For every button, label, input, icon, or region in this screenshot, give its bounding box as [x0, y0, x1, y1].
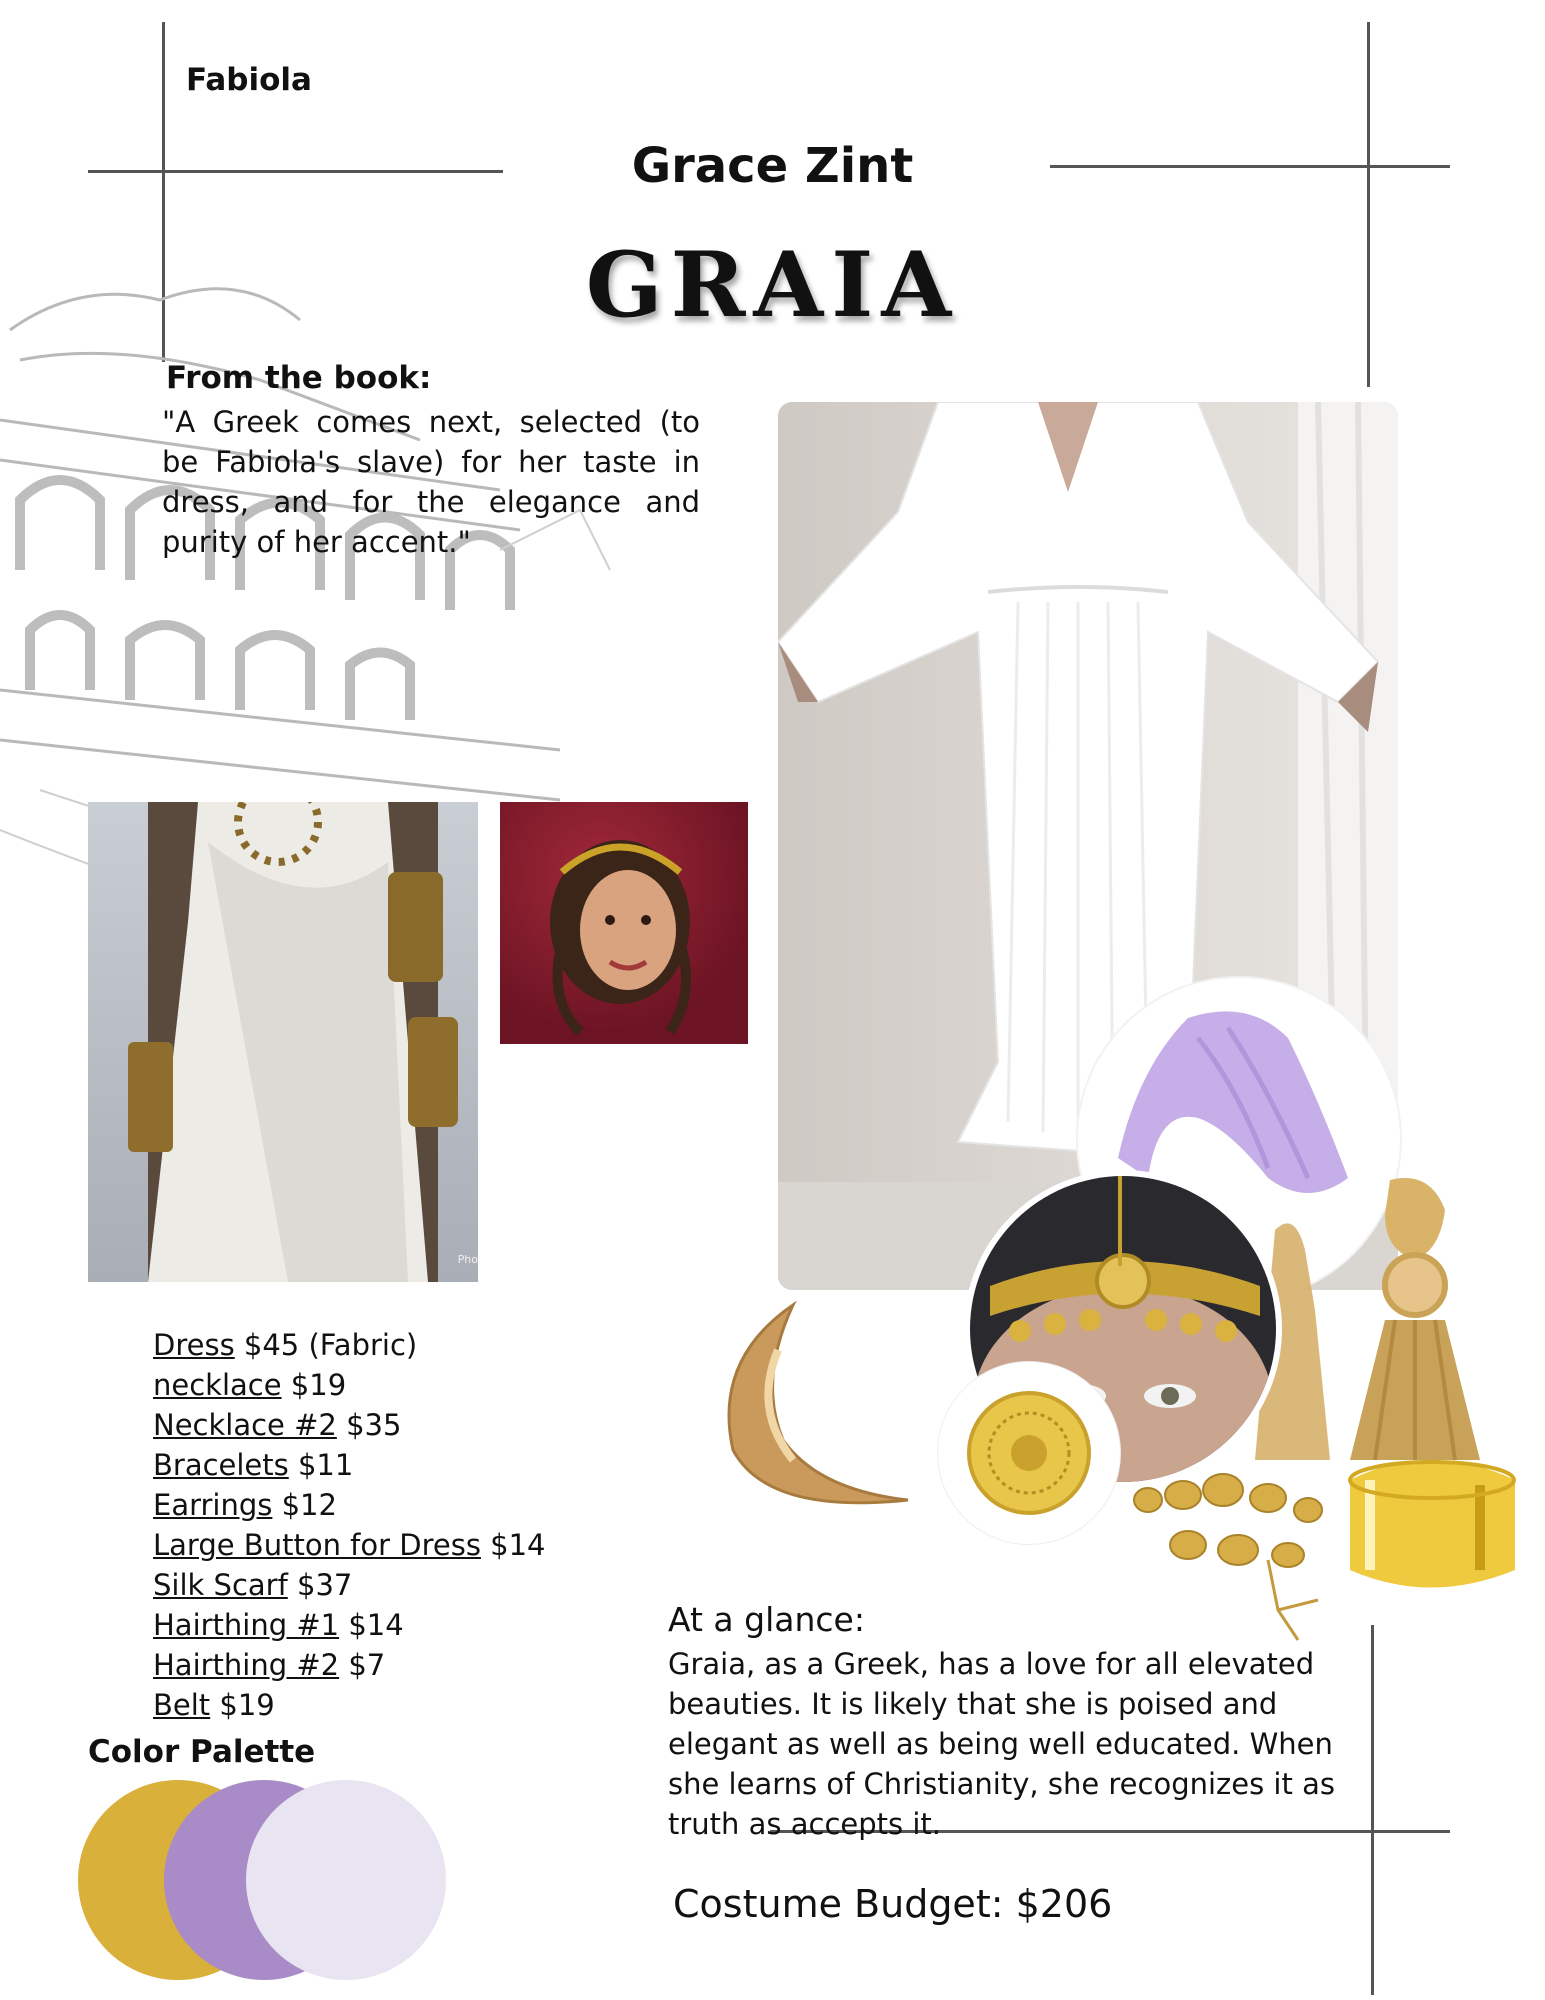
- large-button-photo: [938, 1362, 1120, 1544]
- photo-watermark: Pho: [457, 1253, 478, 1266]
- book-heading: From the book:: [166, 360, 432, 396]
- list-item: [153, 1485, 546, 1525]
- item-price: $12: [272, 1488, 337, 1522]
- glance-text: Graia, as a Greek, has a love for all elevated beauties. It is likely that she is poised and elegant as well as being well educated. When she learns of Christianity, she recognizes it as truth as accepts it.: [668, 1647, 1335, 1841]
- book-quote: "A Greek comes next, selected (to be Fabiola's slave) for her taste in dress, and for the elegance and purity of her accent.": [162, 405, 700, 559]
- list-item: [153, 1325, 546, 1365]
- item-price: $14: [480, 1528, 546, 1562]
- greek-costume-photo: [88, 802, 478, 1282]
- coin-belt-photo: [1128, 1460, 1348, 1650]
- list-item: [153, 1365, 546, 1405]
- costume-item-list: [153, 1325, 546, 1725]
- item-link-bracelets[interactable]: Bracelets: [153, 1448, 289, 1482]
- item-price: $45 (Fabric): [234, 1328, 418, 1362]
- color-palette-heading: Color Palette: [88, 1734, 316, 1770]
- item-price: $7: [339, 1648, 386, 1682]
- item-link-necklace-2[interactable]: Necklace #2: [153, 1408, 337, 1442]
- item-link-necklace[interactable]: necklace: [153, 1368, 282, 1402]
- item-link-belt[interactable]: Belt: [153, 1688, 211, 1722]
- actor-name: Grace Zint: [631, 138, 914, 194]
- item-price: $19: [210, 1688, 275, 1722]
- item-price: $37: [287, 1568, 353, 1602]
- list-item: [153, 1525, 546, 1565]
- item-link-hairthing-2[interactable]: Hairthing #2: [153, 1648, 340, 1682]
- costume-budget: Costume Budget: $206: [673, 1882, 1113, 1926]
- item-link-dress[interactable]: Dress: [153, 1328, 235, 1362]
- character-name: GRAIA: [585, 232, 960, 338]
- list-item: [153, 1605, 546, 1645]
- list-item: [153, 1445, 546, 1485]
- item-price: $19: [281, 1368, 347, 1402]
- palette-swatch-pale-lilac: [246, 1780, 446, 1980]
- item-price: $11: [288, 1448, 354, 1482]
- hairstyle-portrait-photo: [500, 802, 748, 1044]
- list-item: [153, 1405, 546, 1445]
- item-link-hairthing-1[interactable]: Hairthing #1: [153, 1608, 340, 1642]
- item-link-large-button[interactable]: Large Button for Dress: [153, 1528, 481, 1562]
- list-item: [153, 1645, 546, 1685]
- item-price: $35: [336, 1408, 402, 1442]
- list-item: [153, 1565, 546, 1605]
- earrings-photo: [1255, 1170, 1500, 1470]
- list-item: [153, 1685, 546, 1725]
- item-link-silk-scarf[interactable]: Silk Scarf: [153, 1568, 288, 1602]
- item-price: $14: [339, 1608, 404, 1642]
- play-title: Fabiola: [186, 62, 312, 98]
- item-link-earrings[interactable]: Earrings: [153, 1488, 273, 1522]
- glance-heading: At a glance:: [668, 1600, 865, 1639]
- collar-necklace-photo: [698, 1300, 948, 1525]
- cuff-bracelet-photo: [1340, 1440, 1525, 1605]
